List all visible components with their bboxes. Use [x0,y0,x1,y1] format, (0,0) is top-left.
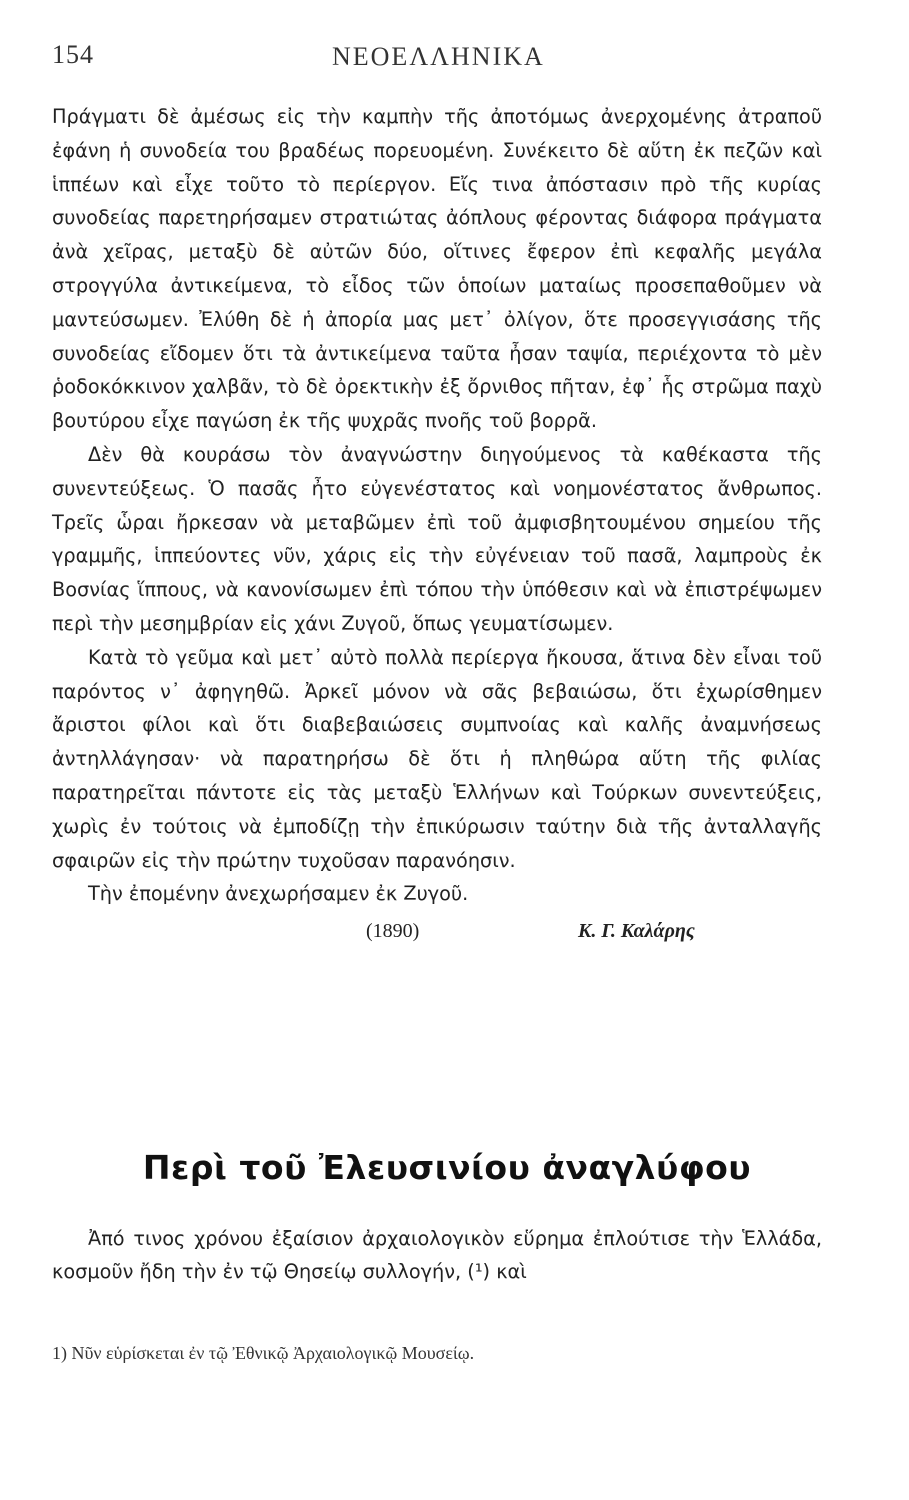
page-number: 154 [52,40,94,69]
section-paragraph: Ἀπό τινος χρόνου ἐξαίσιον ἀρχαιολογικὸν εὕρημα ἐπλούτισε τὴν Ἑλλάδα, κοσμοῦν ἤδη τὴν ἐν τῷ Θησείῳ συλλογήν, (¹) καὶ [52,1227,822,1283]
running-head [52,40,842,80]
article-body [52,100,822,951]
article-paragraph-2: Δὲν θὰ κουράσω τὸν ἀναγνώστην διηγούμενος τὰ καθέκαστα τῆς συνεντεύξεως. Ὁ πασᾶς ἦτο εὐγενέστατος καὶ νοημονέστατος ἄνθρωπος. Τρεῖς ὧραι ἤρκεσαν νὰ μεταβῶμεν ἐπὶ τοῦ ἀμφισβητουμένου σημείου τῆς γραμμῆς, ἱππεύοντες νῦν, χάρις εἰς τὴν εὐγένειαν τοῦ πασᾶ, λαμπροὺς ἐκ Βοσνίας ἵππους, νὰ κανονίσωμεν ἐπὶ τόπου τὴν ὑπόθεσιν καὶ νὰ ἐπιστρέψωμεν περὶ τὴν μεσημβρίαν εἰς χάνι Ζυγοῦ, ὅπως γευματίσωμεν. [52,442,822,635]
article-author: Κ. Γ. Καλάρης [578,920,695,943]
section-heading: Περὶ τοῦ Ἐλευσινίου ἀναγλύφου [142,1148,752,1187]
section-body [52,1222,822,1288]
running-title: ΝΕΟΕΛΛΗΝΙΚΑ [332,42,545,71]
article-year: (1890) [366,920,420,943]
footnote: 1) Νῦν εὑρίσκεται ἐν τῷ Ἐθνικῷ Ἀρχαιολογικῷ Μουσείῳ. [52,1343,475,1363]
article-paragraph-3: Κατὰ τὸ γεῦμα καὶ μετ᾿ αὐτὸ πολλὰ περίεργα ἤκουσα, ἅτινα δὲν εἶναι τοῦ παρόντος ν᾿ ἀφηγηθῶ. Ἀρκεῖ μόνον νὰ σᾶς βεβαιώσω, ὅτι ἐχωρίσθημεν ἄριστοι φίλοι καὶ ὅτι διαβεβαιώσεις συμπνοίας καὶ καλῆς ἀναμνήσεως ἀντηλλάγησαν· νὰ παρατηρήσω δὲ ὅτι ἡ πληθώρα αὕτη τῆς φιλίας παρατηρεῖται πάντοτε εἰς τὰς μεταξὺ Ἑλλήνων καὶ Τούρκων συνεντεύξεις, χωρὶς ἐν τούτοις νὰ ἐμποδίζῃ τὴν ἐπικύρωσιν ταύτην διὰ τῆς ἀνταλλαγῆς σφαιρῶν εἰς τὴν πρώτην τυχοῦσαν παρανόησιν. [52,645,822,872]
signature-line [52,911,822,951]
article-paragraph-1: Πράγματι δὲ ἀμέσως εἰς τὴν καμπὴν τῆς ἀποτόμως ἀνερχομένης ἀτραποῦ ἐφάνη ἡ συνοδεία του βραδέως πορευομένη. Συνέκειτο δὲ αὕτη ἐκ πεζῶν καὶ ἱππέων καὶ εἶχε τοῦτο τὸ περίεργον. Εἴς τινα ἀπόστασιν πρὸ τῆς κυρίας συνοδείας παρετηρήσαμεν στρατιώτας ἀόπλους φέροντας διάφορα πράγματα ἀνὰ χεῖρας, μεταξὺ δὲ αὐτῶν δύο, οἵτινες ἔφερον ἐπὶ κεφαλῆς μεγάλα στρογγύλα ἀντικείμενα, τὸ εἶδος τῶν ὁποίων ματαίως προσεπαθοῦμεν νὰ μαντεύσωμεν. Ἐλύθη δὲ ἡ ἀπορία μας μετ᾿ ὀλίγον, ὅτε προσεγγισάσης τῆς συνοδείας εἴδομεν ὅτι τὰ ἀντικείμενα ταῦτα ἦσαν ταψία, περιέχοντα τὸ μὲν ῥοδοκόκκινον χαλβᾶν, τὸ δὲ ὀρεκτικὴν ἐξ ὄρνιθος πῆταν, ἐφ᾿ ἧς στρῶμα παχὺ βουτύρου εἶχε παγώση ἐκ τῆς ψυχρᾶς πνοῆς τοῦ βορρᾶ. [52,105,822,433]
article-paragraph-4: Τὴν ἐπομένην ἀνεχωρήσαμεν ἐκ Ζυγοῦ. [88,882,469,906]
